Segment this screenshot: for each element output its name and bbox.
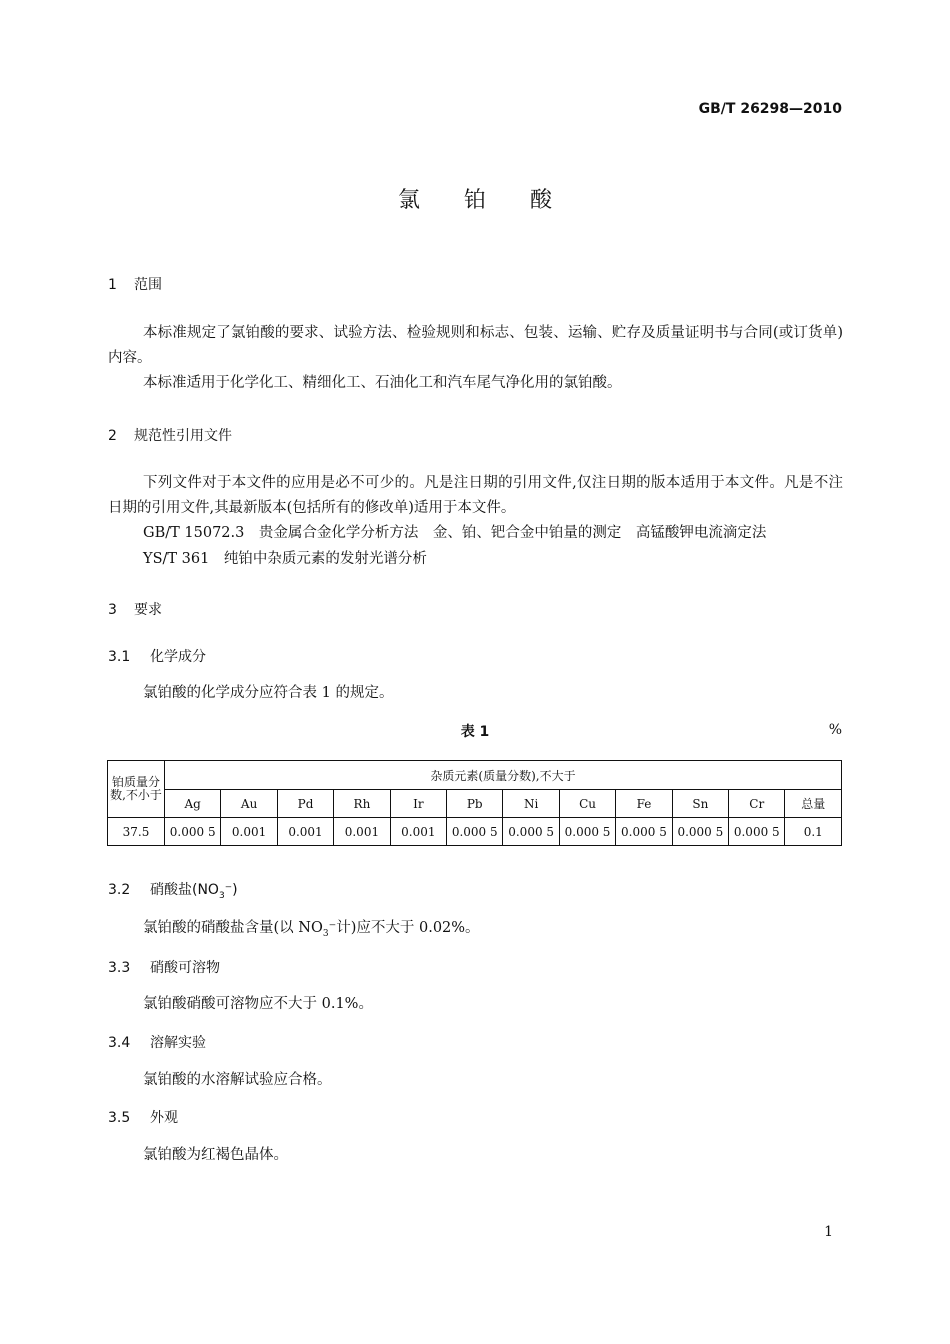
page-number: 1: [824, 1224, 833, 1240]
table-column-header: Au: [221, 790, 277, 818]
table-column-header: Cu: [559, 790, 615, 818]
section-3-heading: [108, 599, 162, 619]
section-number: 1: [108, 277, 117, 293]
section-3-1-paragraph: 氯铂酸的化学成分应符合表 1 的规定。: [143, 685, 394, 701]
table-column-header: 总量: [785, 790, 842, 818]
section-number: 3.2: [108, 882, 131, 898]
standard-number: GB/T 26298—2010: [698, 101, 842, 117]
document-title: 氯铂酸: [397, 188, 596, 213]
section-title: 硝酸可溶物: [150, 960, 220, 976]
section-title: [150, 882, 238, 901]
section-title: 要求: [134, 602, 162, 618]
table-title: 表 1: [460, 724, 490, 740]
section-2-heading: [108, 425, 232, 445]
section-1-paragraph-2: 本标准适用于化学化工、精细化工、石油化工和汽车尾气净化用的氯铂酸。: [143, 375, 622, 391]
section-3-2-heading: [108, 879, 238, 901]
table-row: [108, 818, 842, 846]
table-cell: 0.000 5: [165, 818, 221, 846]
table-cell: 0.001: [221, 818, 277, 846]
title-subscript: 3: [218, 890, 225, 901]
section-2-paragraph-1: 下列文件对于本文件的应用是必不可少的。凡是注日期的引用文件,仅注日期的版本适用于本文件。凡是不注日期的引用文件,其最新版本(包括所有的修改单)适用于本文件。: [108, 475, 843, 516]
table-cell: 0.000 5: [447, 818, 503, 846]
text-part: 氯铂酸的硝酸盐含量(以 NO: [143, 920, 323, 936]
text-subscript: 3: [322, 928, 329, 939]
table-column-header: Rh: [334, 790, 390, 818]
section-number: 3.1: [108, 649, 131, 665]
section-title: 范围: [134, 277, 162, 293]
table-column-header: Ni: [503, 790, 559, 818]
table-group-header: 杂质元素(质量分数),不大于: [165, 761, 842, 790]
section-3-2-paragraph: [143, 916, 480, 939]
table-column-header: Pd: [277, 790, 333, 818]
reference-1: GB/T 15072.3 贵金属合金化学分析方法 金、铂、钯合金中铂量的测定 高锰酸钾电流滴定法: [143, 525, 767, 541]
table-column-header: Pb: [447, 790, 503, 818]
table-cell: 0.001: [277, 818, 333, 846]
table-cell: 0.001: [334, 818, 390, 846]
section-3-1-heading: [108, 646, 206, 666]
table-first-header: 铂质量分数,不小于: [108, 761, 165, 818]
table-unit: %: [828, 722, 842, 738]
section-3-4-paragraph: 氯铂酸的水溶解试验应合格。: [143, 1072, 332, 1088]
table-cell: 0.000 5: [559, 818, 615, 846]
table-cell: 0.000 5: [729, 818, 785, 846]
table-cell: 0.000 5: [672, 818, 728, 846]
section-title: 化学成分: [150, 649, 206, 665]
section-3-3-heading: [108, 957, 220, 977]
table-cell: 0.1: [785, 818, 842, 846]
section-3-4-heading: [108, 1032, 206, 1052]
section-number: 2: [108, 428, 117, 444]
title-part: 硝酸盐(NO: [150, 882, 219, 898]
section-1-paragraph-1: 本标准规定了氯铂酸的要求、试验方法、检验规则和标志、包装、运输、贮存及质量证明书与合同(或订货单)内容。: [108, 325, 843, 366]
table-header-row: [108, 790, 842, 818]
section-number: 3.5: [108, 1110, 131, 1126]
section-3-3-paragraph: 氯铂酸硝酸可溶物应不大于 0.1%。: [143, 996, 373, 1012]
section-number: 3.4: [108, 1035, 131, 1051]
table-column-header: Fe: [616, 790, 672, 818]
section-1-heading: [108, 274, 162, 294]
section-3-5-paragraph: 氯铂酸为红褐色晶体。: [143, 1147, 288, 1163]
section-title: 溶解实验: [150, 1035, 206, 1051]
composition-table: [107, 760, 842, 846]
text-part: ⁻计)应不大于 0.02%。: [328, 920, 480, 936]
section-title: 规范性引用文件: [134, 428, 232, 444]
table-cell: 37.5: [108, 818, 165, 846]
table-column-header: Ir: [390, 790, 446, 818]
table-cell: 0.000 5: [503, 818, 559, 846]
table-column-header: Sn: [672, 790, 728, 818]
section-number: 3.3: [108, 960, 131, 976]
table-cell: 0.000 5: [616, 818, 672, 846]
section-title: 外观: [150, 1110, 178, 1126]
table-column-header: Ag: [165, 790, 221, 818]
table-column-header: Cr: [729, 790, 785, 818]
reference-2: YS/T 361 纯铂中杂质元素的发射光谱分析: [143, 551, 427, 567]
section-3-5-heading: [108, 1107, 178, 1127]
table-cell: 0.001: [390, 818, 446, 846]
section-number: 3: [108, 602, 117, 618]
title-part: ⁻): [224, 882, 238, 898]
